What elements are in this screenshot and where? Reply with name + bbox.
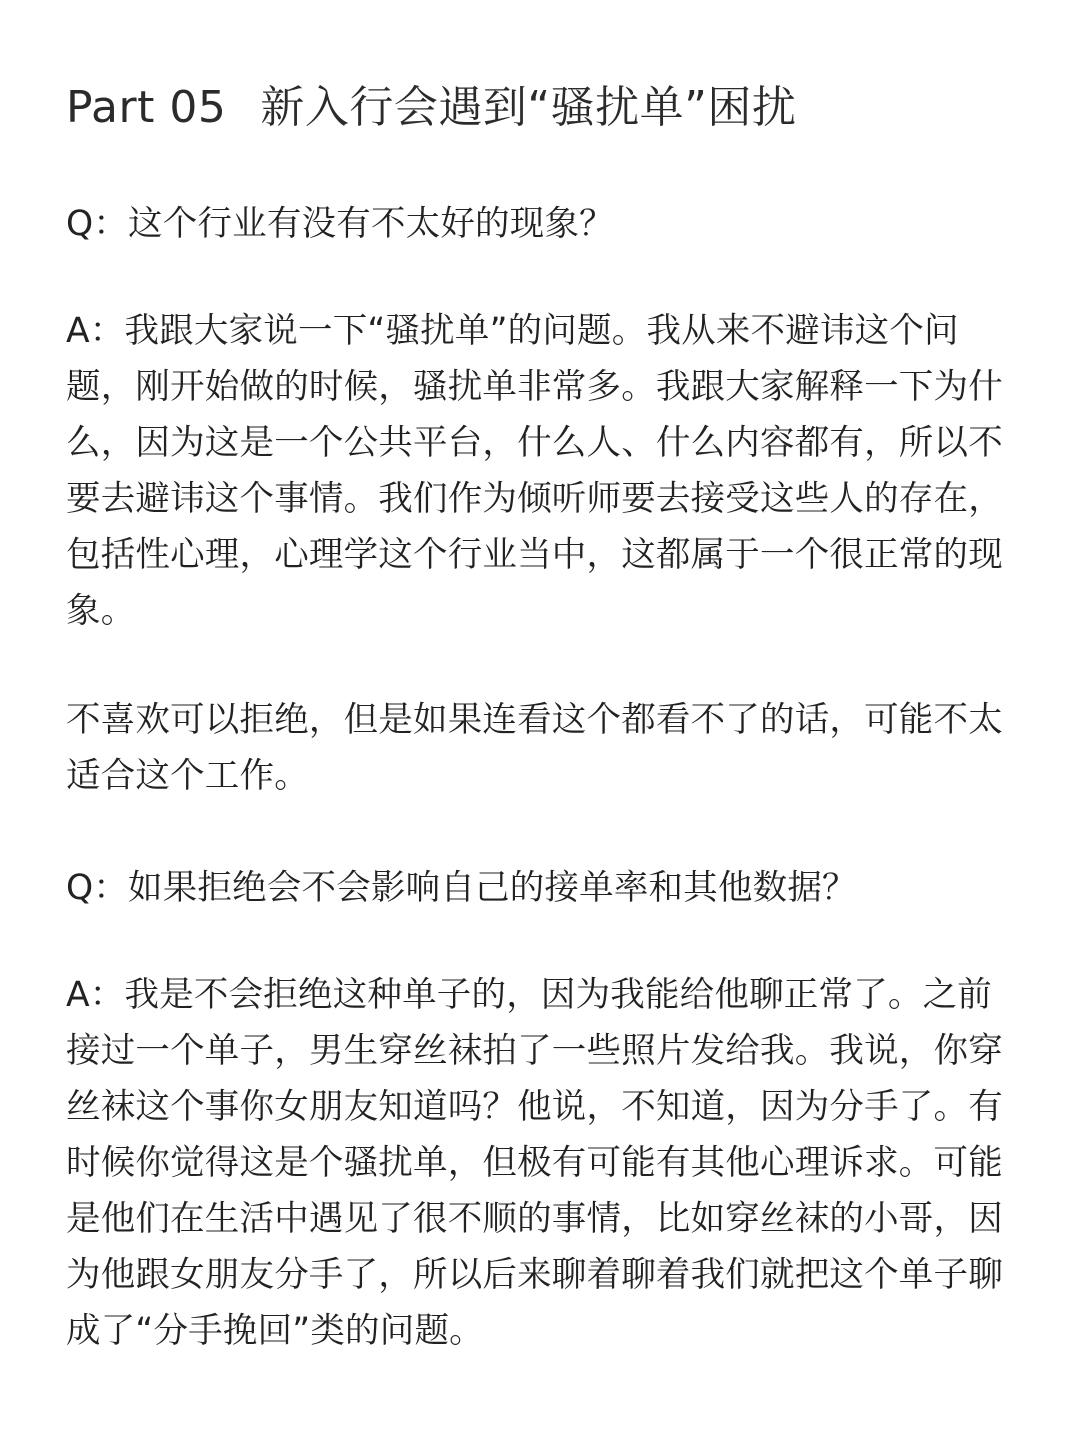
answer-paragraph-2: A：我是不会拒绝这种单子的，因为我能给他聊正常了。之前接过一个单子，男生穿丝袜拍了一些照片发给我。我说，你穿丝袜这个事你女朋友知道吗？他说，不知道，因为分手了。有时候你觉得这是个骚扰单，但极有可能有其他心理诉求。可能是他们在生活中遇见了很不顺的事情，比如穿丝袜的小哥，因为他跟女朋友分手了，所以后来聊着聊着我们就把这个单子聊成了“分手挽回”类的问题。 <box>66 975 1003 1351</box>
question-paragraph-2: Q：如果拒绝会不会影响自己的接单率和其他数据？ <box>66 868 857 908</box>
section-heading <box>66 78 1026 138</box>
question-paragraph-1: Q：这个行业有没有不太好的现象？ <box>66 204 614 244</box>
part-label: Part 05 <box>66 82 227 133</box>
body-paragraph: 不喜欢可以拒绝，但是如果连看这个都看不了的话，可能不太适合这个工作。 <box>66 700 1003 796</box>
heading-title: 新入行会遇到“骚扰单”困扰 <box>260 82 797 133</box>
answer-paragraph-1: A：我跟大家说一下“骚扰单”的问题。我从来不避讳这个问题，刚开始做的时候，骚扰单非常多。我跟大家解释一下为什么，因为这是一个公共平台，什么人、什么内容都有，所以不要去避讳这个事情。我们作为倾听师要去接受这些人的存在，包括性心理，心理学这个行业当中，这都属于一个很正常的现象。 <box>66 311 1003 631</box>
